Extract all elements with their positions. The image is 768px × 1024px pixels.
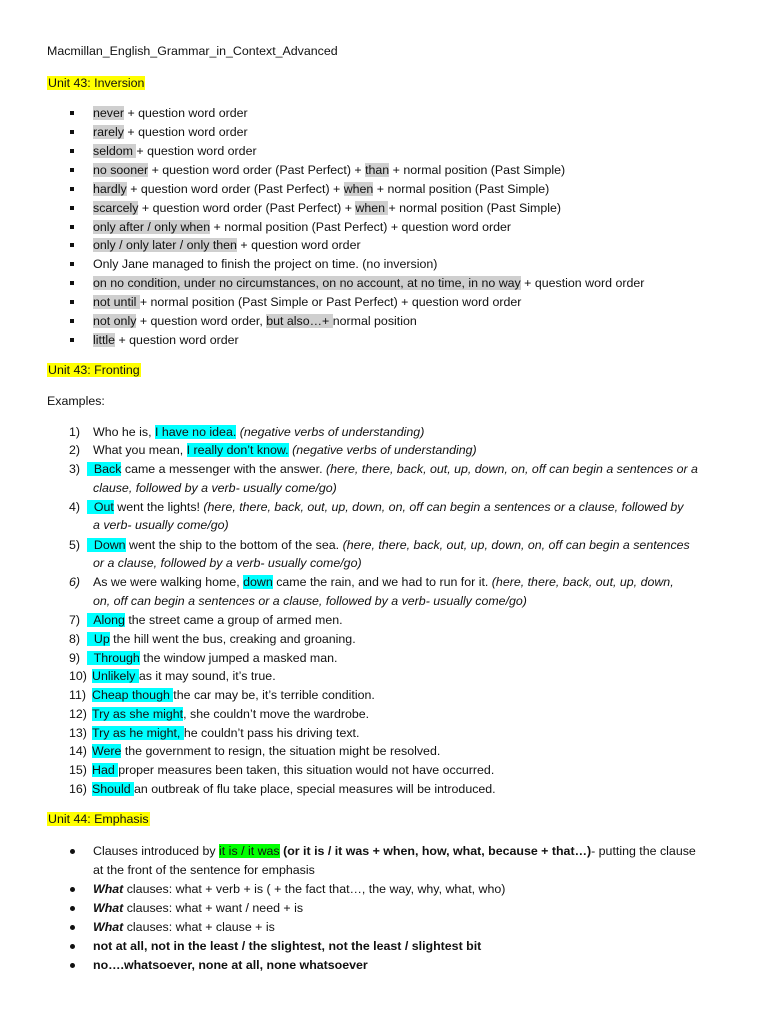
list-item: Try as she might, she couldn’t move the wardrobe.: [92, 707, 370, 721]
list-item: What clauses: what + verb + is ( + the fact that…, the way, why, what, who): [93, 882, 506, 896]
list-item-continuation: or a clause, followed by a verb- usually come/go): [93, 556, 362, 570]
bullet-square: [70, 206, 74, 210]
list-item: As we were walking home, down came the rain, and we had to run for it. (here, there, back, out, up, down,: [93, 575, 674, 589]
list-item-continuation: clause, followed by a verb- usually come/go): [93, 481, 337, 495]
examples-label: Examples:: [47, 394, 105, 408]
bullet-square: [70, 300, 74, 304]
bullet-dot: [70, 849, 75, 854]
bullet-square: [70, 130, 74, 134]
list-number: 16): [69, 782, 87, 796]
list-item: Were the government to resign, the situation might be resolved.: [92, 744, 441, 758]
bullet-square: [70, 225, 74, 229]
heading-inversion: Unit 43: Inversion: [48, 76, 145, 90]
bullet-dot: [70, 963, 75, 968]
list-item: rarely + question word order: [93, 125, 248, 139]
bullet-square: [70, 319, 74, 323]
list-item: Up the hill went the bus, creaking and groaning.: [87, 632, 356, 646]
list-number: 7): [69, 613, 81, 627]
list-number: 2): [69, 443, 81, 457]
list-item: Back came a messenger with the answer. (here, there, back, out, up, down, on, off can begin a sentences or a: [87, 462, 698, 476]
list-item: Cheap though the car may be, it’s terrible condition.: [92, 688, 375, 702]
list-number: 5): [69, 538, 81, 552]
list-number: 13): [69, 726, 87, 740]
list-number: 12): [69, 707, 87, 721]
bullet-dot: [70, 887, 75, 892]
list-item: What clauses: what + clause + is: [93, 920, 275, 934]
list-item: no….whatsoever, none at all, none whatsoever: [93, 958, 368, 972]
list-number: 15): [69, 763, 87, 777]
bullet-square: [70, 187, 74, 191]
list-item: Down went the ship to the bottom of the sea. (here, there, back, out, up, down, on, off can begin a sentences: [87, 538, 690, 552]
list-item: on no condition, under no circumstances, on no account, at no time, in no way + question word order: [93, 276, 645, 290]
list-number: 11): [69, 688, 86, 702]
list-item: Try as he might, he couldn’t pass his driving text.: [92, 726, 360, 740]
list-item: What clauses: what + want / need + is: [93, 901, 304, 915]
list-item: Unlikely as it may sound, it’s true.: [92, 669, 276, 683]
list-item: not at all, not in the least / the slightest, not the least / slightest bit: [93, 939, 482, 953]
heading-emphasis: Unit 44: Emphasis: [48, 812, 149, 826]
list-item-continuation: a verb- usually come/go): [93, 518, 229, 532]
list-item: Out went the lights! (here, there, back, out, up, down, on, off can begin a sentences or a clause, followed by: [87, 500, 684, 514]
list-number: 10): [69, 669, 87, 683]
list-item: not until + normal position (Past Simple or Past Perfect) + question word order: [93, 295, 522, 309]
bullet-square: [70, 262, 74, 266]
list-number: 9): [69, 651, 81, 665]
list-item: little + question word order: [93, 333, 239, 347]
bullet-square: [70, 111, 74, 115]
list-item: not only + question word order, but also…+ normal position: [93, 314, 417, 328]
bullet-square: [70, 243, 74, 247]
list-item: never + question word order: [93, 106, 248, 120]
list-number: 14): [69, 744, 87, 758]
bullet-dot: [70, 944, 75, 949]
document-title: Macmillan_English_Grammar_in_Context_Advanced: [47, 44, 338, 58]
list-number: 6): [69, 575, 81, 589]
list-number: 4): [69, 500, 81, 514]
list-item: Only Jane managed to finish the project on time. (no inversion): [93, 257, 438, 271]
list-item: no sooner + question word order (Past Perfect) + than + normal position (Past Simple): [93, 163, 566, 177]
bullet-square: [70, 149, 74, 153]
list-item: Who he is, I have no idea. (negative verbs of understanding): [93, 425, 425, 439]
list-item: What you mean, I really don’t know. (negative verbs of understanding): [93, 443, 477, 457]
list-item: Clauses introduced by it is / it was (or it is / it was + when, how, what, because + that…)- putting the clause: [93, 844, 696, 858]
list-item: only after / only when + normal position (Past Perfect) + question word order: [93, 220, 512, 234]
list-number: 1): [69, 425, 81, 439]
list-item: scarcely + question word order (Past Perfect) + when + normal position (Past Simple): [93, 201, 561, 215]
list-item: Through the window jumped a masked man.: [87, 651, 338, 665]
list-item: only / only later / only then + question word order: [93, 238, 361, 252]
bullet-square: [70, 338, 74, 342]
bullet-square: [70, 281, 74, 285]
heading-fronting: Unit 43: Fronting: [48, 363, 140, 377]
list-item: hardly + question word order (Past Perfect) + when + normal position (Past Simple): [93, 182, 550, 196]
bullet-dot: [70, 906, 75, 911]
list-item: Had proper measures been taken, this situation would not have occurred.: [92, 763, 495, 777]
list-item: seldom + question word order: [93, 144, 257, 158]
list-item-continuation: on, off can begin a sentences or a clause, followed by a verb- usually come/go): [93, 594, 527, 608]
list-item: Along the street came a group of armed men.: [87, 613, 343, 627]
list-number: 3): [69, 462, 81, 476]
list-number: 8): [69, 632, 81, 646]
list-item: Should an outbreak of flu take place, special measures will be introduced.: [92, 782, 496, 796]
bullet-square: [70, 168, 74, 172]
list-item-continuation: at the front of the sentence for emphasis: [93, 863, 315, 877]
bullet-dot: [70, 925, 75, 930]
